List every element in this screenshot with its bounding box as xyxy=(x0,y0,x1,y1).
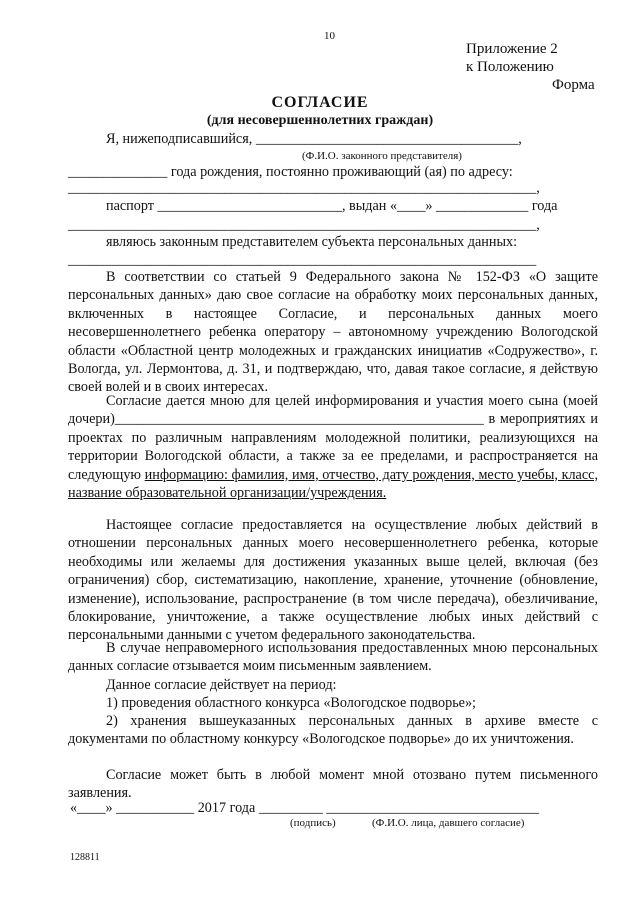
form-line-birth: ______________ года рождения, постоянно проживающий (ая) по адресу: xyxy=(68,164,513,180)
form-line-subject: __________________________________________________________________ xyxy=(68,252,537,268)
page-number: 10 xyxy=(324,30,335,42)
paragraph-consent-basis: В соответствии со статьей 9 Федерального закона № 152-ФЗ «О защите персональных данных» даю свое согласие на обработку моих персональных данных, включенных в настоящее Согласие, и персональных данных моего несовершеннолетнего ребенка оператору – автономному учреждению Вологодской области «Областной центр молодежных и гражданских инициатив «Содружество», г. Вологда, ул. Лермонтова, д. 31, и подтверждаю, что, давая такое согласие, я действую своей волей и в своих интересах. xyxy=(68,269,598,396)
paragraph-actions: Настоящее согласие предоставляется на осуществление любых действий в отношении персональных данных моего несовершеннолетнего ребенка, которые необходимы или желаемы для достижения указанных выше целей, включая (без ограничения) сбор, систематизацию, накопление, хранение, уточнение (обновление, изменение), использование, распространение (в том числе передача), обезличивание, блокирование, уничтожение, а также осуществление любых иных действий с персональными данными с учетом федерального законодательства. xyxy=(68,517,598,644)
caption-signature: (подпись) xyxy=(290,817,336,829)
appendix-header xyxy=(466,40,595,94)
signature-date-line: «____» ___________ 2017 года _________ ______________________________ xyxy=(70,800,540,816)
document-subtitle: (для несовершеннолетних граждан) xyxy=(206,113,434,128)
paragraph-purpose xyxy=(68,392,598,502)
form-line-name: Я, нижеподписавшийся, _____________________________________, xyxy=(106,131,522,147)
form-line-representative: являюсь законным представителем субъекта персональных данных: xyxy=(106,234,518,250)
form-line-passport: паспорт __________________________, выдан «____» _____________ года xyxy=(106,198,558,214)
paragraph-revocation: Согласие может быть в любой момент мной отозвано путем письменного заявления. xyxy=(68,767,598,802)
paragraph-revocation-misuse: В случае неправомерного использования предоставленных мною персональных данных согласие отзывается моим письменным заявлением. xyxy=(68,640,598,675)
caption-signer-name: (Ф.И.О. лица, давшего согласие) xyxy=(372,817,525,829)
form-label: Форма xyxy=(552,77,595,93)
paragraph-period-item-1: 1) проведения областного конкурса «Вологодское подворье»; xyxy=(106,695,476,711)
paragraph-purpose-text: Согласие дается мною для целей информирования и участия моего сына (моей дочери)____________________________________________________ в мероприятиях и проектах по различным направлениям молодежной политики, реализующихся на территории Вологодской области, а также за ее пределами, и распространяется на следующую xyxy=(68,393,598,483)
paragraph-purpose-info: информацию: фамилия, имя, отчество, дату рождения, место учебы, класс, название образовательной организации/учреждения. xyxy=(68,466,598,502)
paragraph-period-item-2: 2) хранения вышеуказанных персональных данных в архиве вместе с документами по областному конкурсу «Вологодское подворье» до их уничтожения. xyxy=(68,713,598,748)
caption-guardian-name: (Ф.И.О. законного представителя) xyxy=(302,150,462,162)
document-title: СОГЛАСИЕ xyxy=(271,94,369,111)
form-line-address: __________________________________________________________________, xyxy=(68,180,540,196)
footer-number: 128811 xyxy=(70,852,100,863)
paragraph-period: Данное согласие действует на период: xyxy=(106,677,337,693)
appendix-line: Приложение 2 xyxy=(466,41,558,57)
form-line-issued: __________________________________________________________________, xyxy=(68,217,540,233)
appendix-line: к Положению xyxy=(466,59,554,75)
